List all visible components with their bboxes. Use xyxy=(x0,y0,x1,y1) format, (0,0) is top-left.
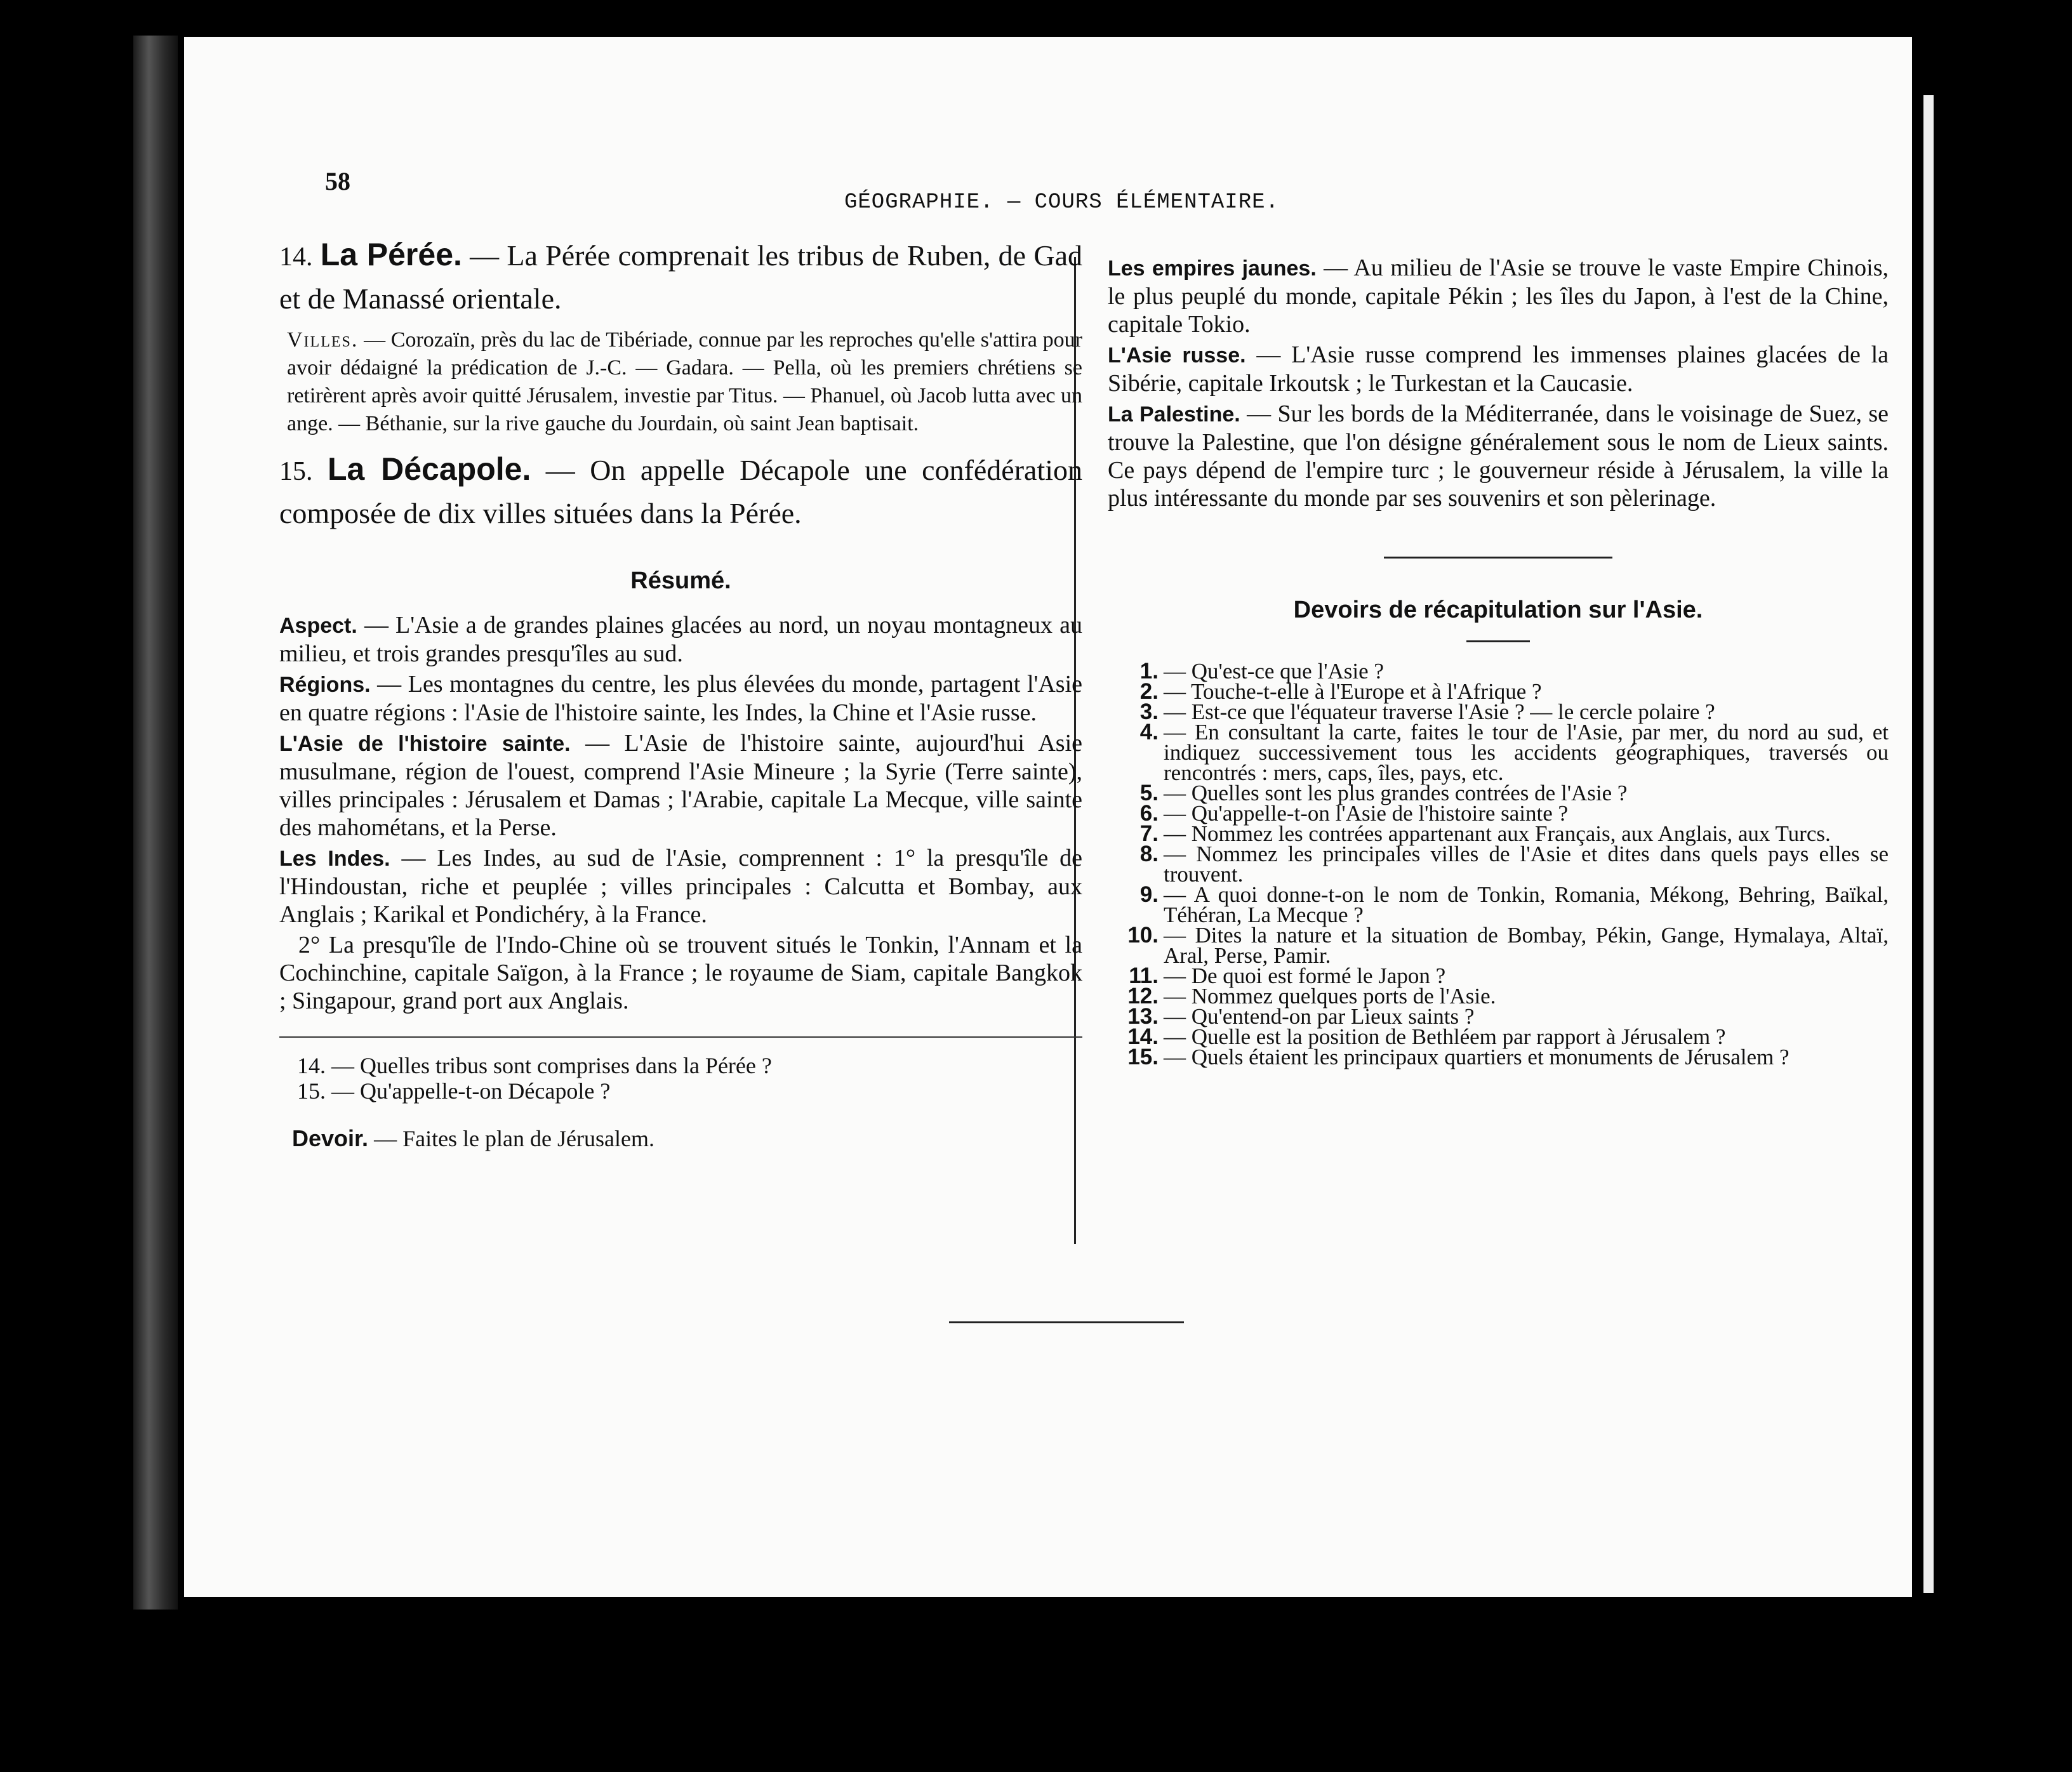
resume-paragraph xyxy=(279,670,1082,727)
resume-lead: L'Asie de l'histoire sainte. xyxy=(279,732,571,756)
resume-paragraph xyxy=(279,844,1082,929)
section-15-title: La Décapole. xyxy=(327,451,531,487)
left-column xyxy=(279,234,1082,1152)
recap-heading: Devoirs de récapitulation sur l'Asie. xyxy=(1293,597,1703,623)
question-line: 15. — Qu'appelle-t-on Décapole ? xyxy=(297,1078,611,1104)
running-title: GÉOGRAPHIE. — COURS ÉLÉMENTAIRE. xyxy=(844,190,1279,215)
devoir-line xyxy=(279,1125,1082,1152)
recap-text: — Est-ce que l'équateur traverse l'Asie ? — le cercle polaire ? xyxy=(1164,699,1715,724)
resume-lead: Régions. xyxy=(279,673,371,697)
resume-text: — L'Asie de l'histoire sainte, aujourd'hui Asie musulmane, région de l'ouest, comprend l'Asie Mineure ; la Syrie (Terre sainte), villes principales : Jérusalem et Damas ; l'Arabie, capitale La Mecque, ville sainte des mahométans, et la Perse. xyxy=(279,730,1083,841)
resume-paragraph xyxy=(279,729,1082,842)
recap-number: 10. xyxy=(1127,923,1159,948)
right-paragraph xyxy=(1108,341,1889,397)
villes-label: Villes. xyxy=(287,328,359,352)
facing-page-edge xyxy=(1923,95,1934,1593)
page-number: 58 xyxy=(325,167,350,195)
recap-text: — Nommez les principales villes de l'Asie et dites dans quels pays elles se trouvent. xyxy=(1164,842,1889,887)
right-paragraph xyxy=(1108,254,1889,338)
right-column xyxy=(1108,254,1889,1068)
villes-text: — Corozaïn, près du lac de Tibériade, connue par les reproches qu'elle s'attira pour avoir dédaigné la prédication de J.-C. — Gadara. — Pella, où les premiers chrétiens se retirèrent après avoir quitté Jérusalem, investie par Titus. — Phanuel, où Jacob lutta avec un ange. — Béthanie, sur la rive gauche du Jourdain, où saint Jean baptisait. xyxy=(287,328,1082,435)
recap-number: 8. xyxy=(1139,842,1159,866)
right-lead: Les empires jaunes. xyxy=(1108,256,1317,281)
recap-number: 4. xyxy=(1139,720,1159,744)
recap-question xyxy=(1108,925,1889,966)
question-line: 14. — Quelles tribus sont comprises dans la Pérée ? xyxy=(297,1053,772,1078)
recap-question xyxy=(1108,844,1889,885)
recap-text: — Nommez les contrées appartenant aux Français, aux Anglais, aux Turcs. xyxy=(1164,821,1831,846)
resume-text: — L'Asie a de grandes plaines glacées au nord, un noyau montagneux au milieu, et trois grandes presqu'îles au sud. xyxy=(279,612,1082,667)
recap-question xyxy=(1108,1047,1889,1068)
resume-text: 2° La presqu'île de l'Indo-Chine où se trouvent situés le Tonkin, l'Annam et la Cochinchine, capitale Saïgon, à la France ; le royaume de Siam, capitale Bangkok ; Singapour, grand port aux Anglais. xyxy=(279,932,1082,1014)
recap-number: 13. xyxy=(1127,1004,1159,1029)
recap-question xyxy=(1108,882,1889,927)
recap-text: — Quels étaient les principaux quartiers et monuments de Jérusalem ? xyxy=(1164,1045,1790,1069)
section-15-number: 15. xyxy=(279,457,313,486)
recap-number: 11. xyxy=(1129,963,1159,988)
resume-paragraph xyxy=(279,931,1082,1015)
recap-number: 9. xyxy=(1139,882,1159,907)
recap-number: 7. xyxy=(1139,821,1159,846)
recap-number: 15. xyxy=(1127,1045,1159,1069)
recap-text: — Quelle est la position de Bethléem par rapport à Jérusalem ? xyxy=(1164,1024,1726,1049)
recap-text: — En consultant la carte, faites le tour de l'Asie, par mer, du nord au sud, et indiquez successivement tous les accidents géographiques, traversés ou rencontrés : mers, caps, îles, pays, etc. xyxy=(1164,720,1889,785)
recap-number: 12. xyxy=(1127,984,1159,1008)
resume-lead: Aspect. xyxy=(279,614,357,638)
recap-number: 2. xyxy=(1139,679,1159,704)
recap-text: — De quoi est formé le Japon ? xyxy=(1164,963,1446,988)
section-15-text: — On appelle Décapole une confédération composée de dix villes situées dans la Pérée. xyxy=(279,454,1083,529)
right-paragraph xyxy=(1108,400,1889,512)
recap-question xyxy=(1108,722,1889,783)
recap-number: 6. xyxy=(1139,801,1159,826)
section-14-number: 14. xyxy=(279,242,313,272)
resume-text: — Les montagnes du centre, les plus élevées du monde, partagent l'Asie en quatre régions : l'Asie de l'histoire sainte, les Indes, la Chine et l'Asie russe. xyxy=(279,671,1082,726)
resume-heading: Résumé. xyxy=(630,567,731,594)
recap-number: 1. xyxy=(1139,659,1159,684)
recap-text: — Qu'entend-on par Lieux saints ? xyxy=(1164,1004,1475,1029)
devoir-label: Devoir. xyxy=(292,1125,369,1151)
right-divider xyxy=(1384,557,1612,559)
right-lead: La Palestine. xyxy=(1108,402,1240,426)
right-text: — L'Asie russe comprend les immenses plaines glacées de la Sibérie, capitale Irkoutsk ; le Turkestan et la Caucasie. xyxy=(1108,341,1889,397)
recap-text: — A quoi donne-t-on le nom de Tonkin, Romania, Mékong, Behring, Baïkal, Téhéran, La Mecque ? xyxy=(1164,882,1889,927)
recap-text: — Touche-t-elle à l'Europe et à l'Afrique ? xyxy=(1164,679,1542,704)
recap-number: 3. xyxy=(1139,699,1159,724)
section-15 xyxy=(279,448,1082,534)
recap-text: — Qu'appelle-t-on l'Asie de l'histoire sainte ? xyxy=(1164,801,1569,826)
devoir-text: — Faites le plan de Jérusalem. xyxy=(368,1126,654,1151)
recap-text: — Qu'est-ce que l'Asie ? xyxy=(1164,659,1384,684)
recap-number: 14. xyxy=(1127,1024,1159,1049)
recap-underline xyxy=(1466,640,1530,642)
book-binding xyxy=(133,36,178,1610)
recap-text: — Quelles sont les plus grandes contrées de l'Asie ? xyxy=(1164,781,1628,805)
recap-text: — Dites la nature et la situation de Bombay, Pékin, Gange, Hymalaya, Altaï, Aral, Perse, Pamir. xyxy=(1164,923,1889,968)
right-lead: L'Asie russe. xyxy=(1108,343,1246,367)
resume-text: — Les Indes, au sud de l'Asie, comprennent : 1° la presqu'île de l'Hindoustan, riche et peuplée ; villes principales : Calcutta et Bombay, aux Anglais ; Karikal et Pondichéry, à la France. xyxy=(279,845,1082,928)
section-14-title: La Pérée. xyxy=(320,237,462,272)
right-text: — Sur les bords de la Méditerranée, dans le voisinage de Suez, se trouve la Palestine, que l'on désigne généralement sous le nom de Lieux saints. Ce pays dépend de l'empire turc ; le gouverneur réside à Jérusalem, la ville la plus intéressante du monde par ses souvenirs et son pèlerinage. xyxy=(1108,400,1889,512)
section-14 xyxy=(279,234,1082,320)
right-text: — Au milieu de l'Asie se trouve le vaste Empire Chinois, le plus peuplé du monde, capitale Pékin ; les îles du Japon, à l'est de la Chine, capitale Tokio. xyxy=(1108,255,1889,338)
section-divider xyxy=(279,1036,1082,1038)
section-14-text: — La Pérée comprenait les tribus de Ruben, de Gad et de Manassé orientale. xyxy=(279,239,1082,315)
villes-note xyxy=(287,326,1082,438)
resume-lead: Les Indes. xyxy=(279,847,390,871)
resume-paragraph xyxy=(279,611,1082,668)
page-end-rule xyxy=(949,1321,1184,1323)
recap-number: 5. xyxy=(1139,781,1159,805)
recap-text: — Nommez quelques ports de l'Asie. xyxy=(1164,984,1496,1008)
